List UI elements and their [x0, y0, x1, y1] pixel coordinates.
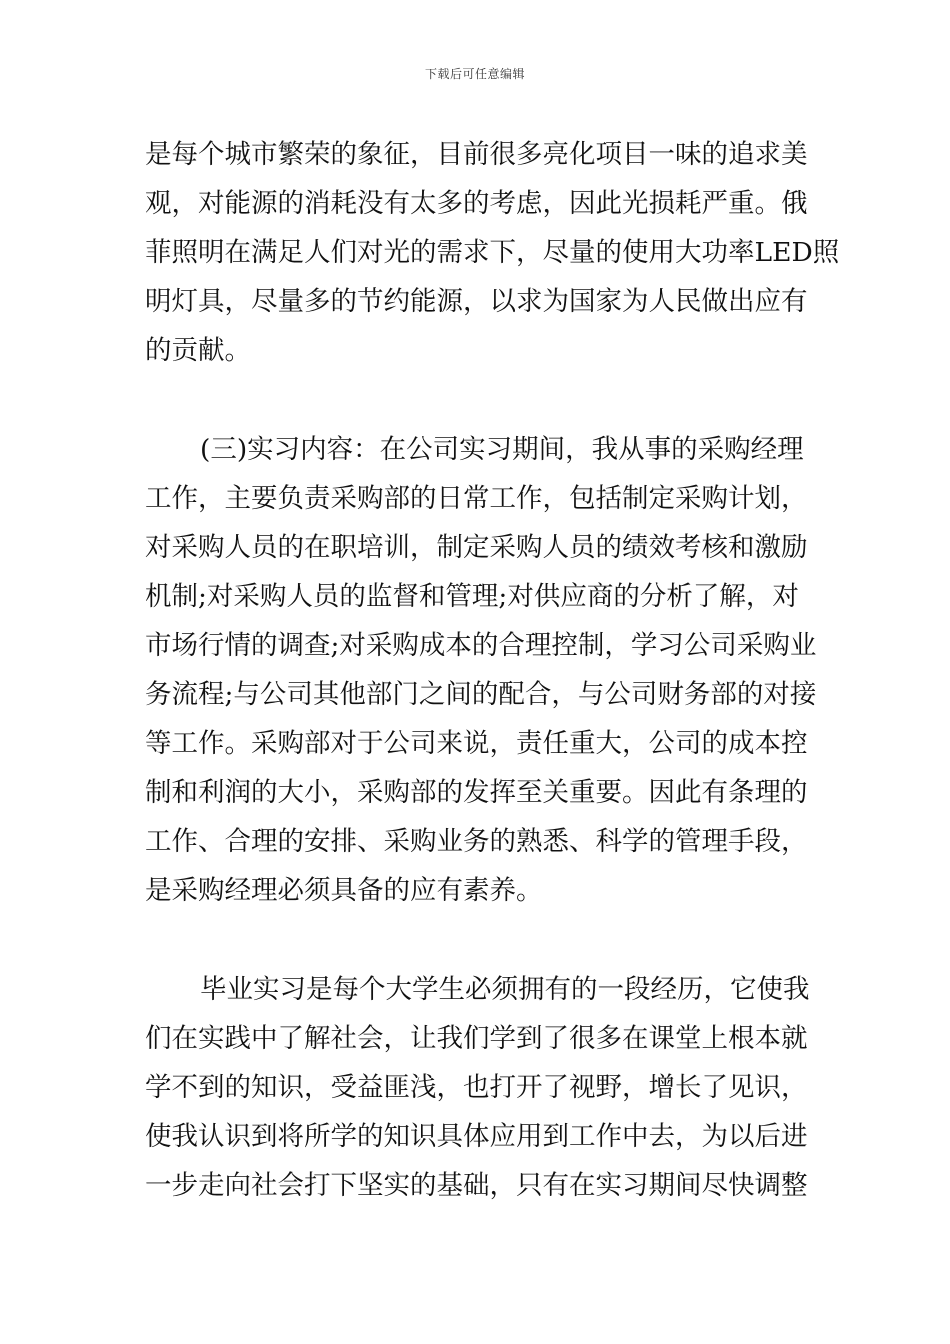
text-line: 市场行情的调查;对采购成本的合理控制，学习公司采购业 — [145, 630, 817, 661]
text-line: 务流程;与公司其他部门之间的配合，与公司财务部的对接 — [145, 679, 817, 710]
text-line: 是每个城市繁荣的象征，目前很多亮化项目一味的追求美 — [145, 139, 808, 170]
text-line: 一步走向社会打下坚实的基础，只有在实习期间尽快调整 — [145, 1170, 808, 1201]
text-line: 观，对能源的消耗没有太多的考虑，因此光损耗严重。俄 — [145, 188, 808, 219]
paragraph-gap — [145, 375, 810, 425]
document-body — [145, 130, 840, 1210]
page-header: 下载后可任意编辑 — [424, 67, 525, 81]
text-line: 工作、合理的安排、采购业务的熟悉、科学的管理手段， — [145, 826, 808, 857]
text-line: 们在实践中了解社会，让我们学到了很多在课堂上根本就 — [145, 1023, 808, 1054]
text-line: 制和利润的大小，采购部的发挥至关重要。因此有条理的 — [145, 777, 808, 808]
paragraph-1 — [145, 130, 840, 375]
text-line: 的贡献。 — [145, 335, 251, 366]
text-line: 毕业实习是每个大学生必须拥有的一段经历，它使我 — [200, 974, 810, 1005]
text-line: 等工作。采购部对于公司来说，责任重大，公司的成本控 — [145, 728, 808, 759]
text-line: 机制;对采购人员的监督和管理;对供应商的分析了解，对 — [145, 581, 799, 612]
paragraph-2 — [145, 425, 817, 915]
text-line: 是采购经理必须具备的应有素养。 — [145, 875, 543, 906]
text-line: (三)实习内容：在公司实习期间，我从事的采购经理 — [200, 434, 804, 465]
paragraph-3 — [145, 965, 810, 1210]
text-line: 学不到的知识，受益匪浅，也打开了视野，增长了见识， — [145, 1072, 808, 1103]
text-line: 对采购人员的在职培训，制定采购人员的绩效考核和激励 — [145, 532, 808, 563]
text-line: 明灯具，尽量多的节约能源，以求为国家为人民做出应有 — [145, 286, 808, 317]
text-line: 使我认识到将所学的知识具体应用到工作中去，为以后进 — [145, 1121, 808, 1152]
paragraph-gap — [145, 915, 810, 965]
text-line: 菲照明在满足人们对光的需求下，尽量的使用大功率LED照 — [145, 237, 840, 268]
text-line: 工作，主要负责采购部的日常工作，包括制定采购计划， — [145, 483, 808, 514]
